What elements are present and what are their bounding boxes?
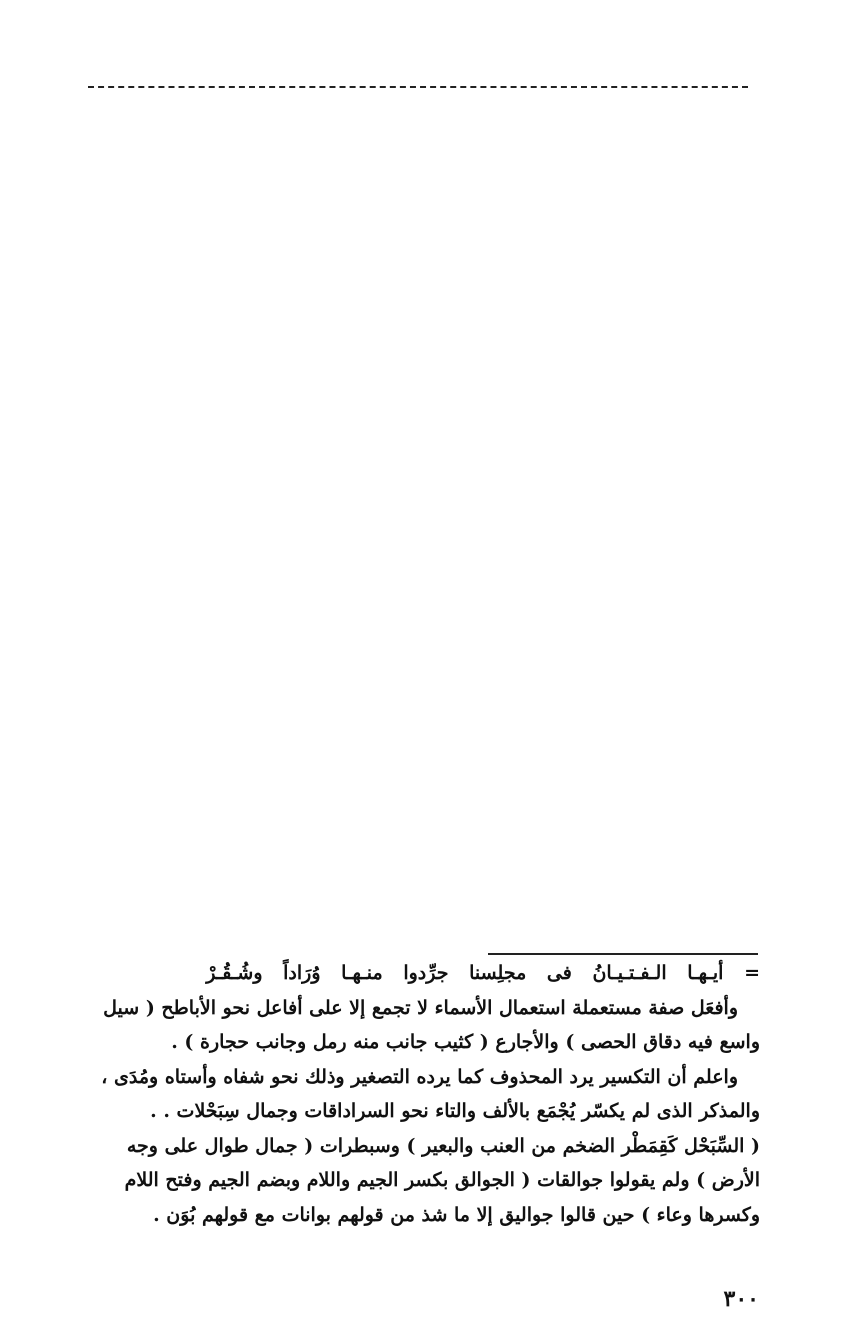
footnote-line: واسع فيه دقاق الحصى ) والأجارع ( كثيب جانب منه رمل وجانب حجارة ) . — [171, 1031, 760, 1053]
footnote-line: وكسرها وعاء ) حين قالوا جواليق إلا ما شذ من قولهم بوانات مع قولهم بُوَن . — [153, 1203, 760, 1226]
footnote-line: والمذكر الذى لم يكسّر يُجْمَع بالألف والتاء نحو السراداقات وجمال سِبَحْلات . . — [150, 1100, 760, 1122]
footnote-verse-line: = أيـهـا الـفـتـيـانُ فى مجلِسنا جرِّدوا منـهـا وُرَاداً وشُـقُـرْ — [206, 962, 760, 984]
footnote-line: وأفعَل صفة مستعملة استعمال الأسماء لا تجمع إلا على أفاعل نحو الأباطح ( سيل — [103, 996, 738, 1019]
page-number: ٣٠٠ — [723, 1286, 759, 1312]
footnote-line: ( السِّبَحْل كَقِمَطْر الضخم من العنب والبعير ) وسبطرات ( جمال طوال على وجه — [126, 1134, 760, 1157]
top-dashed-rule — [88, 86, 748, 88]
footnote-line: واعلم أن التكسير يرد المحذوف كما يرده التصغير وذلك نحو شفاه وأستاه ومُدَى ، — [101, 1065, 738, 1088]
footnote-line: الأرض ) ولم يقولوا جوالقات ( الجوالق بكسر الجيم واللام وبضم الجيم وفتح اللام — [124, 1169, 760, 1191]
footnotes-block — [100, 956, 760, 1232]
footnote-separator-rule — [488, 953, 758, 955]
